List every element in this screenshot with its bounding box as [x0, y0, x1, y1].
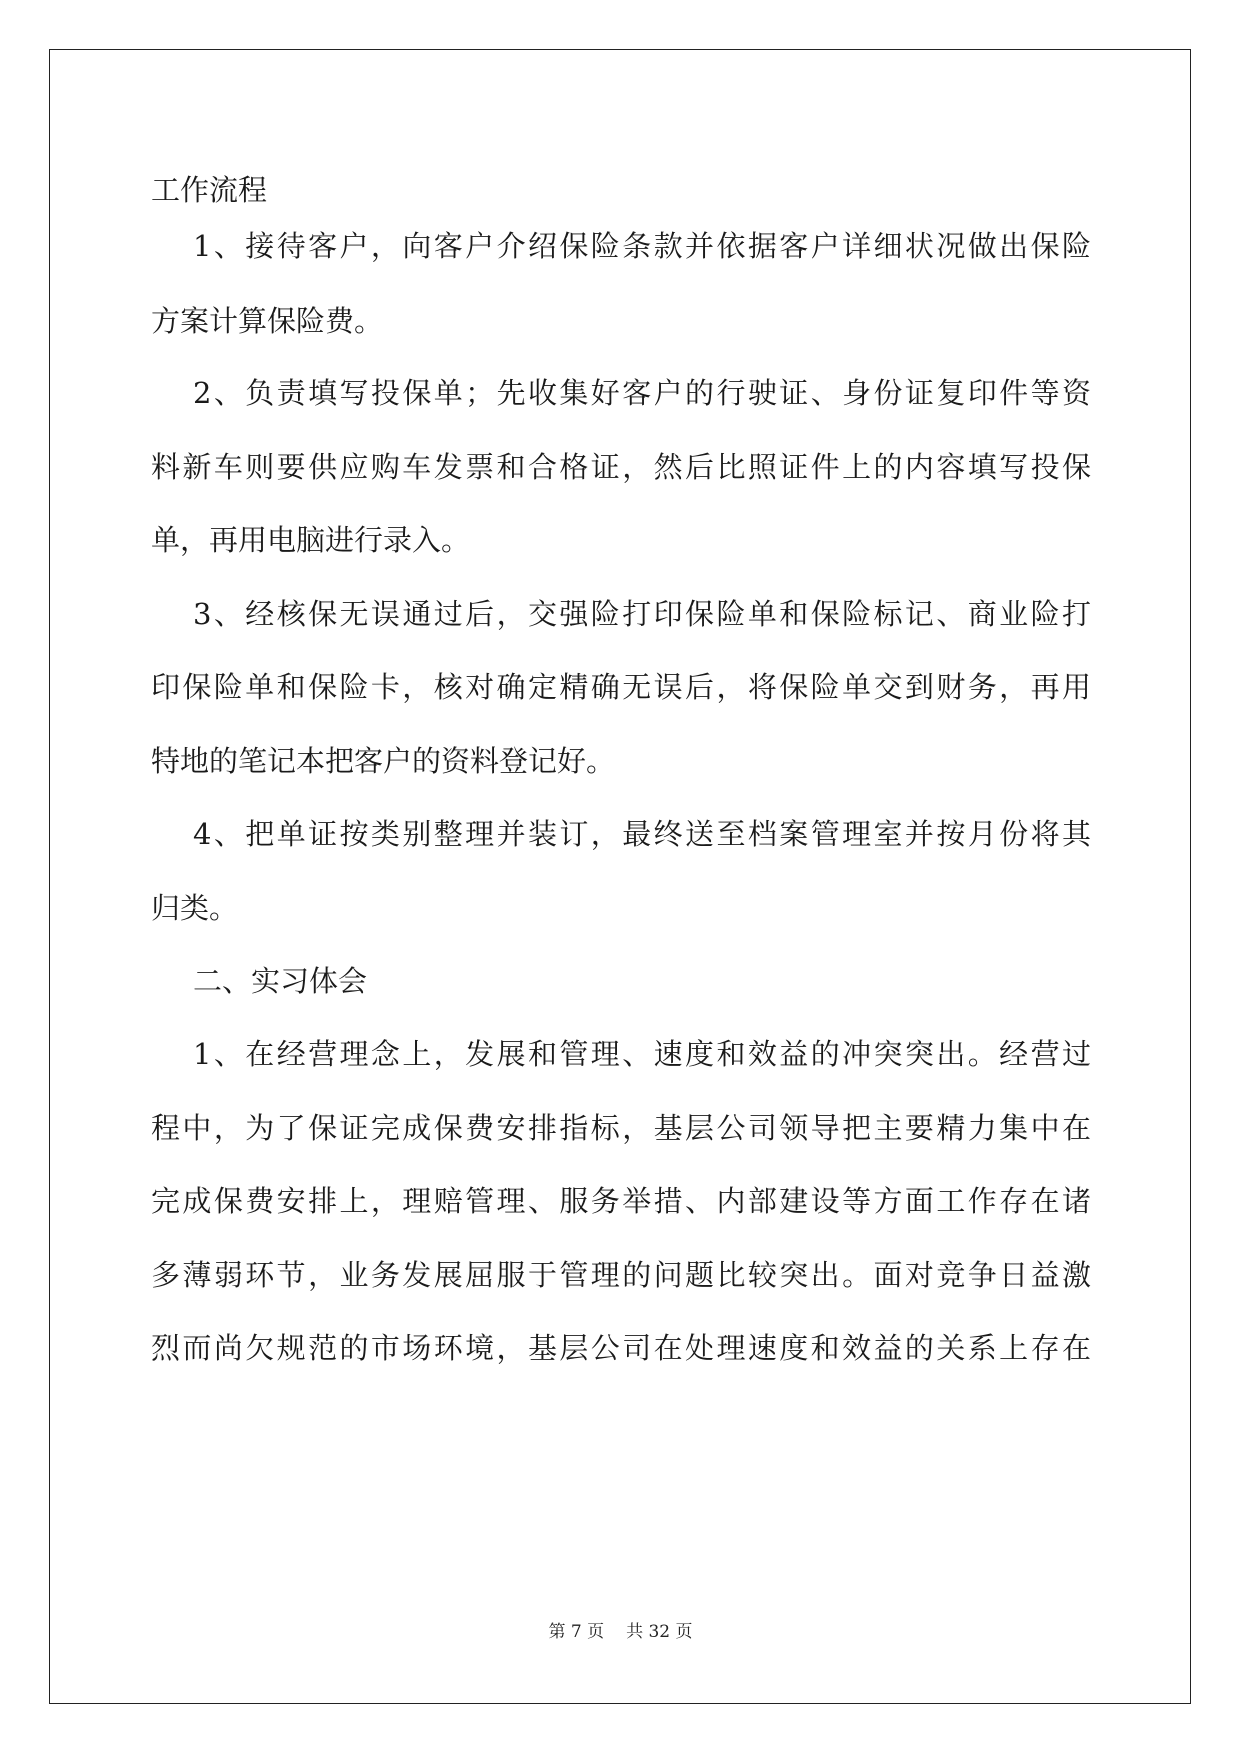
paragraph-3-line-1: 3、经核保无误通过后，交强险打印保险单和保险标记、商业险打: [193, 597, 1091, 631]
paragraph-1-line-2: 方案计算保险费。: [151, 304, 384, 338]
section-subheading: 二、实习体会: [193, 964, 368, 998]
paragraph-4-line-2: 归类。: [151, 891, 239, 925]
page-border: [49, 49, 1191, 1704]
page-footer: [0, 1620, 1241, 1644]
paragraph-4-line-1: 4、把单证按类别整理并装订，最终送至档案管理室并按月份将其: [193, 817, 1091, 851]
paragraph-5-line-2: 程中，为了保证完成保费安排指标，基层公司领导把主要精力集中在: [151, 1111, 1091, 1145]
page-number: 第 7 页: [548, 1622, 605, 1642]
paragraph-2-line-3: 单，再用电脑进行录入。: [151, 523, 471, 557]
page-total: 共 32 页: [626, 1622, 693, 1642]
paragraph-3-line-2: 印保险单和保险卡，核对确定精确无误后，将保险单交到财务，再用: [151, 670, 1091, 704]
paragraph-2-line-2: 料新车则要供应购车发票和合格证，然后比照证件上的内容填写投保: [151, 450, 1091, 484]
paragraph-5-line-3: 完成保费安排上，理赔管理、服务举措、内部建设等方面工作存在诸: [151, 1184, 1091, 1218]
paragraph-5-line-4: 多薄弱环节，业务发展屈服于管理的问题比较突出。面对竞争日益激: [151, 1258, 1091, 1292]
paragraph-1-line-1: 1、接待客户，向客户介绍保险条款并依据客户详细状况做出保险: [193, 229, 1091, 263]
paragraph-5-line-1: 1、在经营理念上，发展和管理、速度和效益的冲突突出。经营过: [193, 1037, 1091, 1071]
section-heading: 工作流程: [151, 173, 268, 207]
paragraph-5-line-5: 烈而尚欠规范的市场环境，基层公司在处理速度和效益的关系上存在: [151, 1331, 1091, 1365]
paragraph-3-line-3: 特地的笔记本把客户的资料登记好。: [151, 744, 616, 778]
paragraph-2-line-1: 2、负责填写投保单；先收集好客户的行驶证、身份证复印件等资: [193, 376, 1091, 410]
